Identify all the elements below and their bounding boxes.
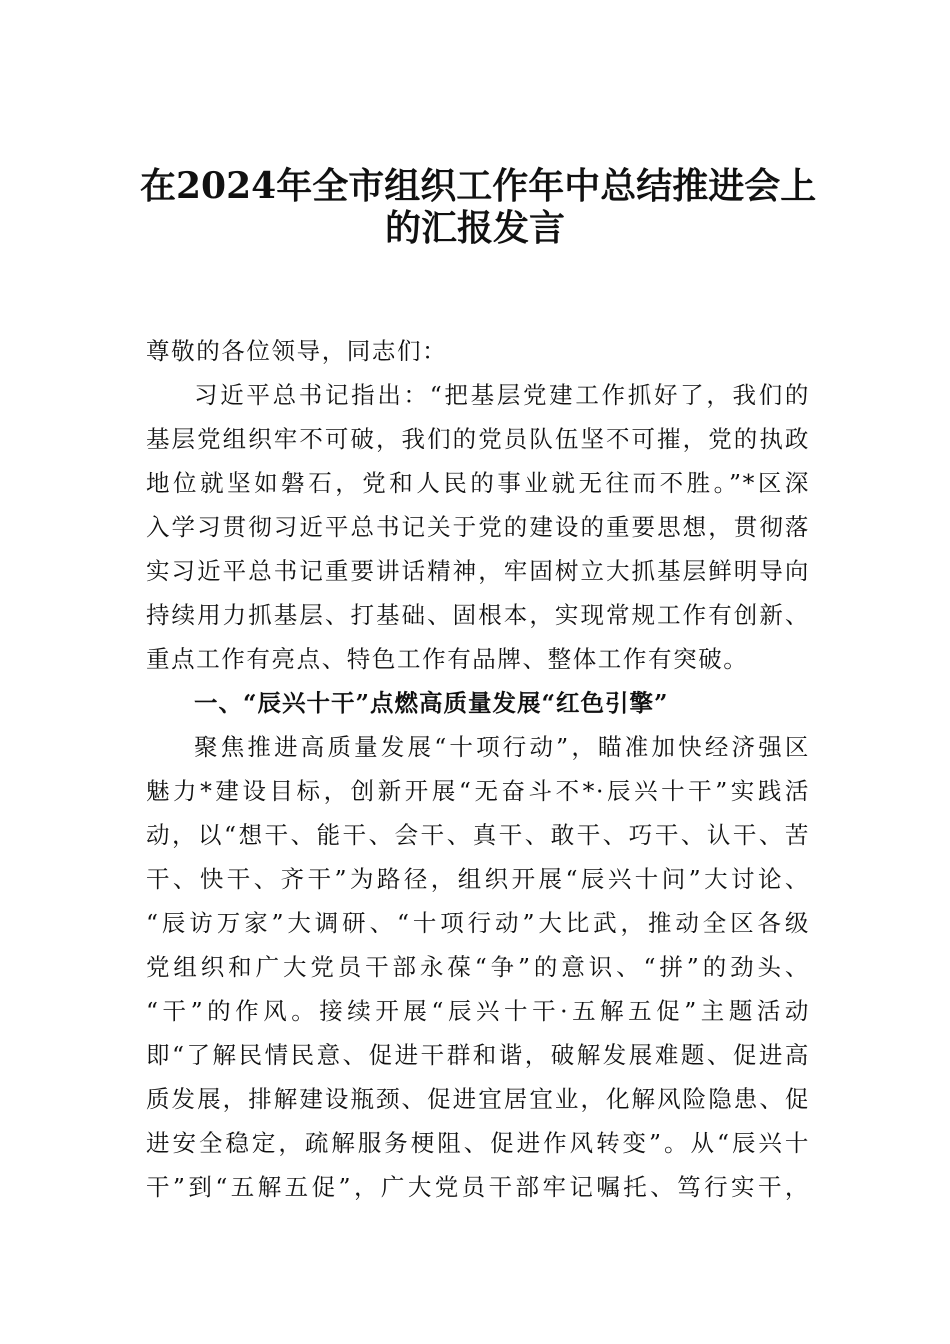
- paragraph-1-line: 地位就坚如磐石，党和人民的事业就无往而不胜。”*区深: [146, 469, 810, 497]
- paragraph-2-line: 动，以“想干、能干、会干、真干、敢干、巧干、认干、苦: [146, 821, 810, 849]
- paragraph-1-line: 入学习贯彻习近平总书记关于党的建设的重要思想，贯彻落: [146, 513, 810, 541]
- paragraph-1-line: 基层党组织牢不可破，我们的党员队伍坚不可摧，党的执政: [146, 425, 810, 453]
- document-title-line-2: 的汇报发言: [384, 207, 565, 249]
- section-1-heading: 一、“辰兴十干”点燃高质量发展“红色引擎”: [194, 689, 669, 717]
- salutation: 尊敬的各位领导，同志们：: [146, 337, 448, 365]
- paragraph-2-line: “干”的作风。接续开展“辰兴十干·五解五促”主题活动: [146, 997, 810, 1025]
- paragraph-1-line: 重点工作有亮点、特色工作有品牌、整体工作有突破。: [146, 645, 749, 673]
- paragraph-2-line: 魅力*建设目标，创新开展“无奋斗不*·辰兴十干”实践活: [146, 777, 810, 805]
- paragraph-2-line: 聚焦推进高质量发展“十项行动”，瞄准加快经济强区: [194, 733, 810, 761]
- paragraph-2-line: 质发展，排解建设瓶颈、促进宜居宜业，化解风险隐患、促: [146, 1085, 810, 1113]
- paragraph-2-line: “辰访万家”大调研、“十项行动”大比武，推动全区各级: [146, 909, 810, 937]
- document-title-line-1: 在2024年全市组织工作年中总结推进会上: [140, 165, 817, 207]
- paragraph-1-line: 习近平总书记指出：“把基层党建工作抓好了，我们的: [194, 381, 810, 409]
- paragraph-2-line: 干”到“五解五促”，广大党员干部牢记嘱托、笃行实干，: [146, 1173, 810, 1201]
- paragraph-2-line: 干、快干、齐干”为路径，组织开展“辰兴十问”大讨论、: [146, 865, 810, 893]
- paragraph-2-line: 党组织和广大党员干部永葆“争”的意识、“拼”的劲头、: [146, 953, 810, 981]
- paragraph-1-line: 实习近平总书记重要讲话精神，牢固树立大抓基层鲜明导向: [146, 557, 810, 585]
- paragraph-2-line: 进安全稳定，疏解服务梗阻、促进作风转变”。从“辰兴十: [146, 1129, 810, 1157]
- paragraph-2-line: 即“了解民情民意、促进干群和谐，破解发展难题、促进高: [146, 1041, 810, 1069]
- paragraph-1-line: 持续用力抓基层、打基础、固根本，实现常规工作有创新、: [146, 601, 810, 629]
